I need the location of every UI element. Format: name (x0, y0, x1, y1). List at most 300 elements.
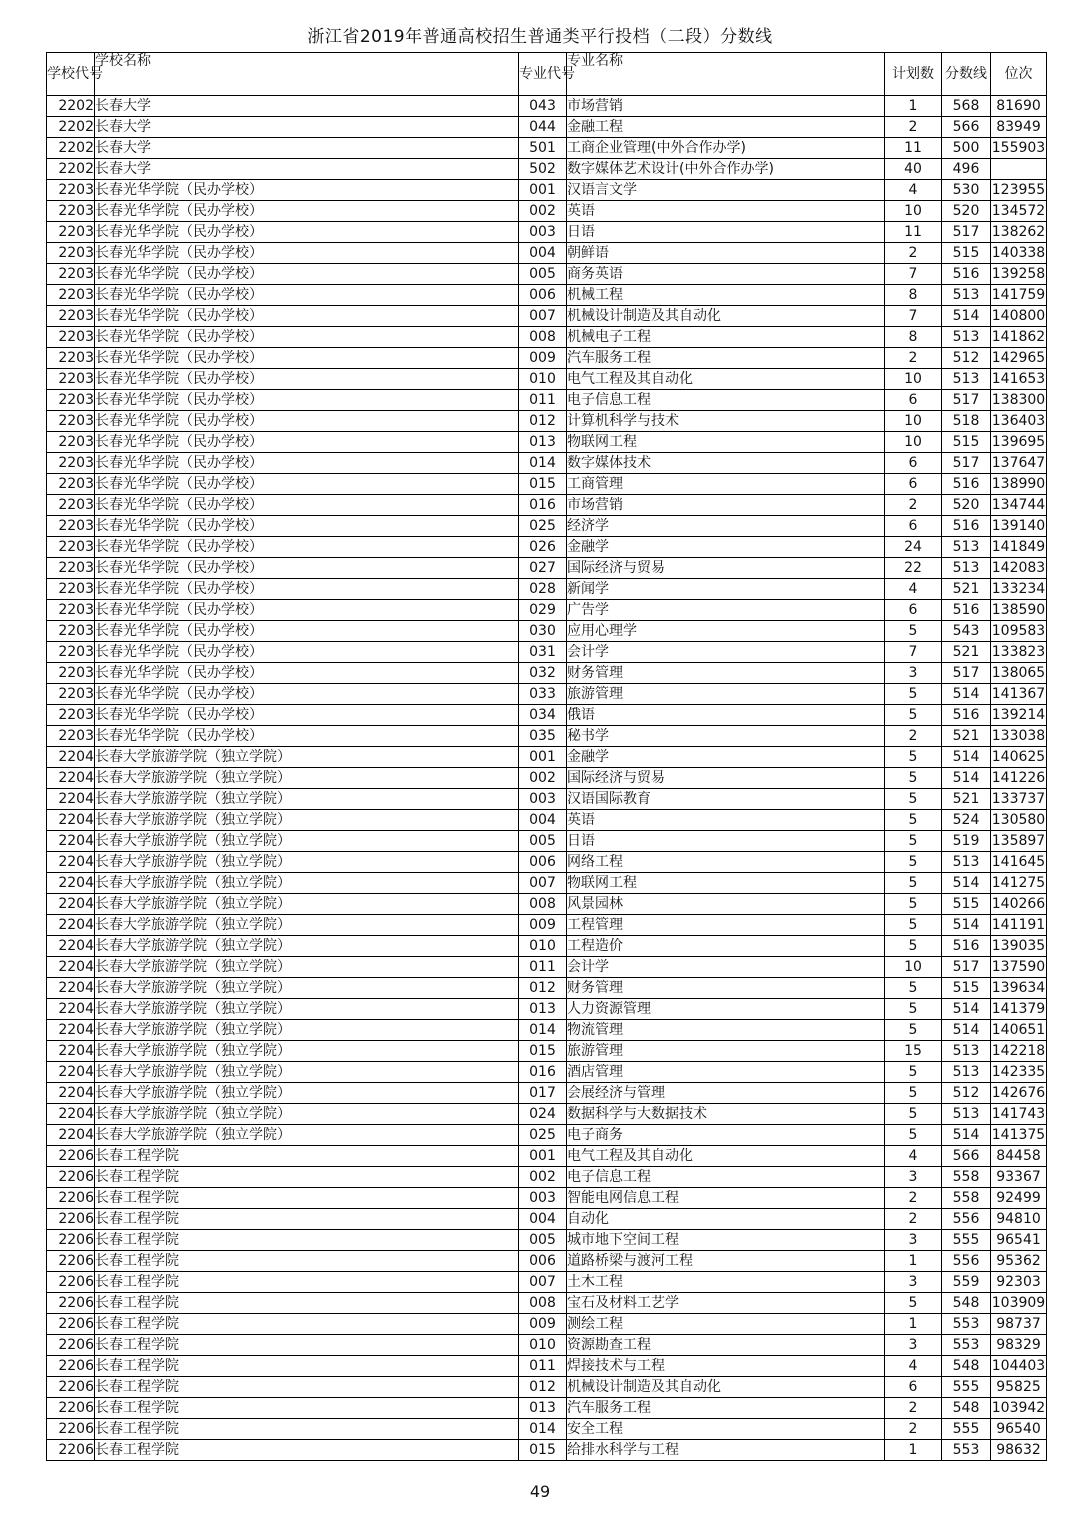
header-school-code: 学校代号 (47, 53, 95, 96)
major-name-cell: 国际经济与贸易 (567, 768, 885, 789)
school-code-cell: 2204 (47, 1125, 95, 1146)
school-name-cell: 长春光华学院（民办学校） (95, 726, 519, 747)
plan-cell: 5 (885, 1020, 942, 1041)
major-code-cell: 008 (519, 1293, 567, 1314)
school-name-cell: 长春工程学院 (95, 1230, 519, 1251)
school-name-cell: 长春光华学院（民办学校） (95, 453, 519, 474)
school-name-cell: 长春大学旅游学院（独立学院） (95, 873, 519, 894)
school-code-cell: 2204 (47, 768, 95, 789)
plan-cell: 4 (885, 180, 942, 201)
rank-cell: 133737 (991, 789, 1047, 810)
header-major-name: 专业名称 (567, 53, 885, 96)
major-name-cell: 财务管理 (567, 978, 885, 999)
school-code-cell: 2203 (47, 201, 95, 222)
table-row (47, 957, 1047, 978)
plan-cell: 6 (885, 516, 942, 537)
school-name-cell: 长春工程学院 (95, 1167, 519, 1188)
table-row (47, 117, 1047, 138)
school-code-cell: 2204 (47, 831, 95, 852)
school-name-cell: 长春大学旅游学院（独立学院） (95, 936, 519, 957)
major-code-cell: 001 (519, 1146, 567, 1167)
rank-cell: 140625 (991, 747, 1047, 768)
school-code-cell: 2202 (47, 138, 95, 159)
table-row (47, 1440, 1047, 1461)
school-code-cell: 2206 (47, 1398, 95, 1419)
school-code-cell: 2204 (47, 789, 95, 810)
school-name-cell: 长春工程学院 (95, 1398, 519, 1419)
major-code-cell: 017 (519, 1083, 567, 1104)
school-name-cell: 长春大学旅游学院（独立学院） (95, 915, 519, 936)
plan-cell: 1 (885, 1440, 942, 1461)
major-code-cell: 010 (519, 369, 567, 390)
school-name-cell: 长春光华学院（民办学校） (95, 327, 519, 348)
school-name-cell: 长春光华学院（民办学校） (95, 600, 519, 621)
major-name-cell: 数字媒体技术 (567, 453, 885, 474)
table-row (47, 1146, 1047, 1167)
plan-cell: 5 (885, 705, 942, 726)
score-cell: 517 (942, 222, 991, 243)
rank-cell: 141743 (991, 1104, 1047, 1125)
school-name-cell: 长春光华学院（民办学校） (95, 411, 519, 432)
table-row (47, 411, 1047, 432)
table-row (47, 495, 1047, 516)
rank-cell: 133234 (991, 579, 1047, 600)
major-code-cell: 011 (519, 1356, 567, 1377)
rank-cell: 95362 (991, 1251, 1047, 1272)
score-cell: 515 (942, 432, 991, 453)
table-row (47, 810, 1047, 831)
plan-cell: 6 (885, 474, 942, 495)
school-name-cell: 长春工程学院 (95, 1251, 519, 1272)
table-row (47, 1020, 1047, 1041)
score-cell: 513 (942, 285, 991, 306)
table-row (47, 726, 1047, 747)
score-cell: 521 (942, 642, 991, 663)
major-name-cell: 宝石及材料工艺学 (567, 1293, 885, 1314)
school-name-cell: 长春大学旅游学院（独立学院） (95, 1041, 519, 1062)
table-header-row (47, 53, 1047, 96)
table-row (47, 1314, 1047, 1335)
major-code-cell: 014 (519, 1419, 567, 1440)
score-cell: 515 (942, 243, 991, 264)
table-row (47, 1419, 1047, 1440)
school-code-cell: 2203 (47, 453, 95, 474)
school-name-cell: 长春大学旅游学院（独立学院） (95, 747, 519, 768)
score-cell: 514 (942, 999, 991, 1020)
school-name-cell: 长春大学旅游学院（独立学院） (95, 978, 519, 999)
school-code-cell: 2206 (47, 1440, 95, 1461)
table-row (47, 327, 1047, 348)
major-name-cell: 商务英语 (567, 264, 885, 285)
school-code-cell: 2206 (47, 1419, 95, 1440)
plan-cell: 5 (885, 894, 942, 915)
major-code-cell: 012 (519, 411, 567, 432)
major-name-cell: 市场营销 (567, 495, 885, 516)
major-code-cell: 009 (519, 915, 567, 936)
school-code-cell: 2204 (47, 999, 95, 1020)
school-name-cell: 长春光华学院（民办学校） (95, 684, 519, 705)
major-name-cell: 物联网工程 (567, 873, 885, 894)
school-code-cell: 2203 (47, 516, 95, 537)
table-row (47, 1167, 1047, 1188)
major-code-cell: 006 (519, 852, 567, 873)
rank-cell: 98737 (991, 1314, 1047, 1335)
score-cell: 514 (942, 684, 991, 705)
rank-cell: 139634 (991, 978, 1047, 999)
major-name-cell: 安全工程 (567, 1419, 885, 1440)
table-row (47, 1104, 1047, 1125)
school-code-cell: 2203 (47, 327, 95, 348)
school-code-cell: 2203 (47, 663, 95, 684)
table-row (47, 1125, 1047, 1146)
plan-cell: 2 (885, 1209, 942, 1230)
score-cell: 515 (942, 894, 991, 915)
major-code-cell: 004 (519, 1209, 567, 1230)
major-code-cell: 015 (519, 1440, 567, 1461)
school-code-cell: 2206 (47, 1167, 95, 1188)
rank-cell: 142083 (991, 558, 1047, 579)
school-name-cell: 长春光华学院（民办学校） (95, 222, 519, 243)
rank-cell: 140800 (991, 306, 1047, 327)
table-row (47, 348, 1047, 369)
rank-cell: 141375 (991, 1125, 1047, 1146)
school-name-cell: 长春光华学院（民办学校） (95, 306, 519, 327)
plan-cell: 4 (885, 1146, 942, 1167)
rank-cell: 137590 (991, 957, 1047, 978)
table-row (47, 936, 1047, 957)
school-code-cell: 2203 (47, 474, 95, 495)
plan-cell: 15 (885, 1041, 942, 1062)
rank-cell: 138065 (991, 663, 1047, 684)
rank-cell: 130580 (991, 810, 1047, 831)
plan-cell: 5 (885, 810, 942, 831)
school-code-cell: 2203 (47, 411, 95, 432)
table-row (47, 642, 1047, 663)
major-name-cell: 工程管理 (567, 915, 885, 936)
school-name-cell: 长春工程学院 (95, 1146, 519, 1167)
major-code-cell: 009 (519, 348, 567, 369)
school-name-cell: 长春光华学院（民办学校） (95, 243, 519, 264)
major-name-cell: 俄语 (567, 705, 885, 726)
rank-cell: 133038 (991, 726, 1047, 747)
table-row (47, 138, 1047, 159)
major-name-cell: 财务管理 (567, 663, 885, 684)
plan-cell: 5 (885, 873, 942, 894)
score-cell: 516 (942, 600, 991, 621)
major-name-cell: 智能电网信息工程 (567, 1188, 885, 1209)
score-cell: 519 (942, 831, 991, 852)
rank-cell: 135897 (991, 831, 1047, 852)
table-row (47, 1398, 1047, 1419)
plan-cell: 5 (885, 999, 942, 1020)
major-code-cell: 008 (519, 894, 567, 915)
school-name-cell: 长春大学旅游学院（独立学院） (95, 831, 519, 852)
school-name-cell: 长春大学旅游学院（独立学院） (95, 1083, 519, 1104)
table-row (47, 453, 1047, 474)
score-cell: 517 (942, 453, 991, 474)
rank-cell: 96540 (991, 1419, 1047, 1440)
score-cell: 566 (942, 1146, 991, 1167)
plan-cell: 10 (885, 957, 942, 978)
major-name-cell: 汽车服务工程 (567, 1398, 885, 1419)
school-name-cell: 长春工程学院 (95, 1377, 519, 1398)
rank-cell: 134744 (991, 495, 1047, 516)
rank-cell: 137647 (991, 453, 1047, 474)
rank-cell: 104403 (991, 1356, 1047, 1377)
school-code-cell: 2203 (47, 264, 95, 285)
school-name-cell: 长春大学 (95, 117, 519, 138)
school-code-cell: 2203 (47, 348, 95, 369)
major-name-cell: 旅游管理 (567, 1041, 885, 1062)
score-cell: 558 (942, 1167, 991, 1188)
score-cell: 513 (942, 537, 991, 558)
rank-cell: 141367 (991, 684, 1047, 705)
major-code-cell: 006 (519, 285, 567, 306)
major-code-cell: 010 (519, 1335, 567, 1356)
major-name-cell: 自动化 (567, 1209, 885, 1230)
major-name-cell: 会展经济与管理 (567, 1083, 885, 1104)
table-row (47, 684, 1047, 705)
score-cell: 556 (942, 1251, 991, 1272)
rank-cell: 140266 (991, 894, 1047, 915)
major-name-cell: 数字媒体艺术设计(中外合作办学) (567, 159, 885, 180)
school-code-cell: 2202 (47, 159, 95, 180)
major-name-cell: 金融学 (567, 537, 885, 558)
major-name-cell: 资源勘查工程 (567, 1335, 885, 1356)
major-name-cell: 市场营销 (567, 96, 885, 117)
school-name-cell: 长春大学旅游学院（独立学院） (95, 810, 519, 831)
major-code-cell: 010 (519, 936, 567, 957)
school-code-cell: 2206 (47, 1146, 95, 1167)
score-cell: 548 (942, 1356, 991, 1377)
plan-cell: 3 (885, 1230, 942, 1251)
table-row (47, 1251, 1047, 1272)
major-name-cell: 汉语国际教育 (567, 789, 885, 810)
score-cell: 515 (942, 978, 991, 999)
rank-cell: 139214 (991, 705, 1047, 726)
rank-cell: 138990 (991, 474, 1047, 495)
table-row (47, 1083, 1047, 1104)
school-name-cell: 长春大学旅游学院（独立学院） (95, 1125, 519, 1146)
school-name-cell: 长春工程学院 (95, 1314, 519, 1335)
table-row (47, 600, 1047, 621)
plan-cell: 5 (885, 936, 942, 957)
major-code-cell: 003 (519, 1188, 567, 1209)
school-code-cell: 2206 (47, 1356, 95, 1377)
score-cell: 548 (942, 1398, 991, 1419)
score-cell: 513 (942, 1041, 991, 1062)
school-code-cell: 2204 (47, 873, 95, 894)
plan-cell: 7 (885, 306, 942, 327)
score-cell: 514 (942, 873, 991, 894)
school-code-cell: 2206 (47, 1272, 95, 1293)
major-name-cell: 英语 (567, 810, 885, 831)
major-name-cell: 工商管理 (567, 474, 885, 495)
plan-cell: 40 (885, 159, 942, 180)
school-name-cell: 长春光华学院（民办学校） (95, 579, 519, 600)
plan-cell: 6 (885, 390, 942, 411)
plan-cell: 2 (885, 1398, 942, 1419)
rank-cell: 141862 (991, 327, 1047, 348)
plan-cell: 5 (885, 1062, 942, 1083)
score-cell: 512 (942, 348, 991, 369)
school-code-cell: 2203 (47, 705, 95, 726)
table-row (47, 369, 1047, 390)
table-row (47, 1293, 1047, 1314)
school-name-cell: 长春光华学院（民办学校） (95, 348, 519, 369)
major-name-cell: 汽车服务工程 (567, 348, 885, 369)
score-cell: 514 (942, 915, 991, 936)
table-row (47, 285, 1047, 306)
school-name-cell: 长春工程学院 (95, 1419, 519, 1440)
school-code-cell: 2203 (47, 579, 95, 600)
plan-cell: 5 (885, 915, 942, 936)
school-code-cell: 2203 (47, 222, 95, 243)
score-cell: 516 (942, 474, 991, 495)
score-cell: 514 (942, 1125, 991, 1146)
major-code-cell: 029 (519, 600, 567, 621)
major-code-cell: 501 (519, 138, 567, 159)
plan-cell: 10 (885, 369, 942, 390)
school-name-cell: 长春光华学院（民办学校） (95, 264, 519, 285)
major-code-cell: 006 (519, 1251, 567, 1272)
score-cell: 513 (942, 369, 991, 390)
school-name-cell: 长春大学旅游学院（独立学院） (95, 1104, 519, 1125)
school-code-cell: 2204 (47, 810, 95, 831)
plan-cell: 1 (885, 1251, 942, 1272)
school-code-cell: 2203 (47, 390, 95, 411)
table-row (47, 96, 1047, 117)
plan-cell: 6 (885, 1377, 942, 1398)
score-cell: 520 (942, 495, 991, 516)
table-row (47, 306, 1047, 327)
table-row (47, 1209, 1047, 1230)
school-code-cell: 2202 (47, 117, 95, 138)
school-name-cell: 长春工程学院 (95, 1335, 519, 1356)
table-row (47, 768, 1047, 789)
rank-cell: 155903 (991, 138, 1047, 159)
score-cell: 555 (942, 1377, 991, 1398)
table-row (47, 432, 1047, 453)
major-code-cell: 035 (519, 726, 567, 747)
school-name-cell: 长春大学 (95, 138, 519, 159)
school-code-cell: 2204 (47, 894, 95, 915)
plan-cell: 10 (885, 411, 942, 432)
major-name-cell: 机械电子工程 (567, 327, 885, 348)
score-cell: 566 (942, 117, 991, 138)
plan-cell: 4 (885, 1356, 942, 1377)
major-name-cell: 应用心理学 (567, 621, 885, 642)
rank-cell: 92303 (991, 1272, 1047, 1293)
score-cell: 516 (942, 264, 991, 285)
school-code-cell: 2204 (47, 957, 95, 978)
plan-cell: 5 (885, 747, 942, 768)
rank-cell: 138262 (991, 222, 1047, 243)
score-cell: 514 (942, 768, 991, 789)
school-name-cell: 长春光华学院（民办学校） (95, 201, 519, 222)
major-name-cell: 人力资源管理 (567, 999, 885, 1020)
major-code-cell: 011 (519, 957, 567, 978)
header-score: 分数线 (942, 53, 991, 96)
school-name-cell: 长春光华学院（民办学校） (95, 432, 519, 453)
major-name-cell: 国际经济与贸易 (567, 558, 885, 579)
table-row (47, 831, 1047, 852)
major-name-cell: 英语 (567, 201, 885, 222)
header-major-code: 专业代号 (519, 53, 567, 96)
score-cell: 516 (942, 705, 991, 726)
score-cell: 543 (942, 621, 991, 642)
school-code-cell: 2203 (47, 369, 95, 390)
plan-cell: 8 (885, 327, 942, 348)
plan-cell: 10 (885, 201, 942, 222)
major-name-cell: 机械设计制造及其自动化 (567, 1377, 885, 1398)
major-code-cell: 014 (519, 1020, 567, 1041)
school-code-cell: 2203 (47, 432, 95, 453)
rank-cell: 84458 (991, 1146, 1047, 1167)
rank-cell: 139695 (991, 432, 1047, 453)
school-name-cell: 长春大学旅游学院（独立学院） (95, 789, 519, 810)
table-row (47, 390, 1047, 411)
school-code-cell: 2206 (47, 1188, 95, 1209)
score-cell: 568 (942, 96, 991, 117)
rank-cell: 96541 (991, 1230, 1047, 1251)
school-code-cell: 2204 (47, 1041, 95, 1062)
header-plan: 计划数 (885, 53, 942, 96)
rank-cell: 98329 (991, 1335, 1047, 1356)
school-code-cell: 2204 (47, 936, 95, 957)
major-code-cell: 005 (519, 831, 567, 852)
table-row (47, 915, 1047, 936)
major-code-cell: 031 (519, 642, 567, 663)
score-cell: 500 (942, 138, 991, 159)
score-cell: 555 (942, 1419, 991, 1440)
major-name-cell: 电子信息工程 (567, 1167, 885, 1188)
rank-cell: 142218 (991, 1041, 1047, 1062)
plan-cell: 5 (885, 831, 942, 852)
score-cell: 516 (942, 516, 991, 537)
major-name-cell: 旅游管理 (567, 684, 885, 705)
major-code-cell: 001 (519, 180, 567, 201)
score-cell: 517 (942, 663, 991, 684)
score-cell: 553 (942, 1440, 991, 1461)
school-code-cell: 2203 (47, 621, 95, 642)
plan-cell: 1 (885, 1314, 942, 1335)
score-cell: 496 (942, 159, 991, 180)
school-name-cell: 长春光华学院（民办学校） (95, 474, 519, 495)
score-cell: 512 (942, 1083, 991, 1104)
plan-cell: 5 (885, 1293, 942, 1314)
major-name-cell: 会计学 (567, 642, 885, 663)
major-code-cell: 015 (519, 1041, 567, 1062)
page-title: 浙江省2019年普通高校招生普通类平行投档（二段）分数线 (307, 27, 773, 47)
score-cell: 516 (942, 936, 991, 957)
school-code-cell: 2206 (47, 1209, 95, 1230)
table-row (47, 663, 1047, 684)
score-cell: 553 (942, 1335, 991, 1356)
score-cell: 514 (942, 1020, 991, 1041)
rank-cell: 133823 (991, 642, 1047, 663)
major-name-cell: 新闻学 (567, 579, 885, 600)
major-code-cell: 030 (519, 621, 567, 642)
rank-cell: 139258 (991, 264, 1047, 285)
major-name-cell: 焊接技术与工程 (567, 1356, 885, 1377)
school-code-cell: 2203 (47, 285, 95, 306)
major-name-cell: 测绘工程 (567, 1314, 885, 1335)
score-cell: 513 (942, 1104, 991, 1125)
table-body (47, 96, 1047, 1461)
school-code-cell: 2203 (47, 558, 95, 579)
table-row (47, 1356, 1047, 1377)
